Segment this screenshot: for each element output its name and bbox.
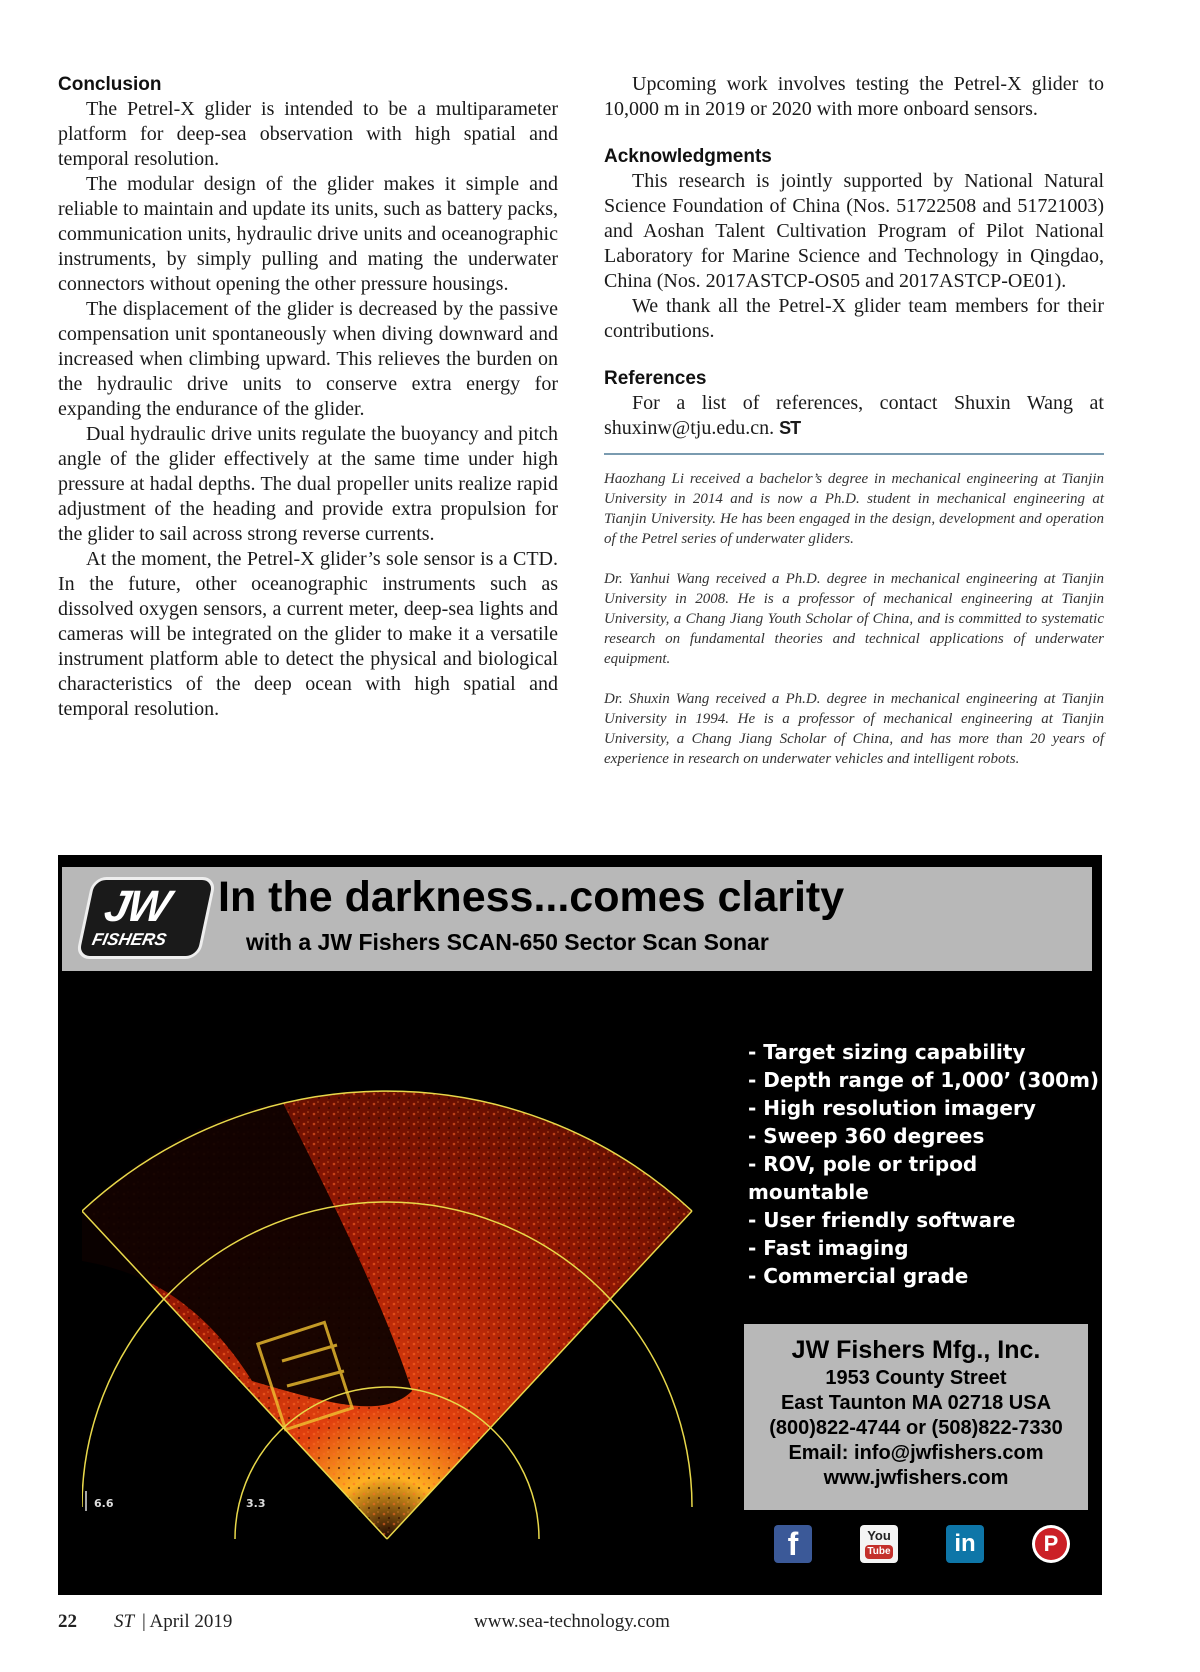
left-column [58,72,558,722]
sonar-image [82,1061,722,1541]
page-footer [58,1611,1102,1641]
feature-item: - Sweep 360 degrees [748,1124,985,1148]
references-heading: References [604,368,707,389]
acknowledgments-heading: Acknowledgments [604,146,772,167]
end-mark: ST [779,418,801,438]
website-url[interactable]: www.sea-technology.com [474,1611,670,1632]
references-text: For a list of references, contact Shuxin Wang at shuxinw@tju.edu.cn. [604,392,1104,439]
company-name: JW Fishers Mfg., Inc. [791,1336,1041,1364]
conclusion-paragraph: Dual hydraulic drive units regulate the buoyancy and pitch angle of the glider effectively at the same time under high pressure at hadal depths. The dual propeller units realize rapid adjustment of the heading and provide extra propulsion for the glider to sail across strong reverse currents. [58,423,558,545]
feature-item: - Target sizing capability [748,1040,1026,1064]
range-label-far: 6.6 [94,1497,114,1510]
city-address: East Taunton MA 02718 USA [780,1392,1052,1414]
ad-header [62,867,1092,971]
conclusion-heading: Conclusion [58,74,162,95]
email-address[interactable]: Email: info@jwfishers.com [788,1442,1044,1464]
feature-item: - ROV, pole or tripod mountable [748,1152,978,1204]
contact-box [744,1324,1088,1510]
references-paragraph [604,391,1104,441]
conclusion-paragraph: The modular design of the glider makes it simple and reliable to maintain and update its units, such as battery packs, communication units, hydraulic drive units and oceanographic instruments, by simply pulling and mating the underwater connectors without opening the other pressure housings. [58,173,558,295]
feature-item: - High resolution imagery [748,1096,1036,1120]
page-number: 22 [58,1611,77,1632]
phone-numbers: (800)822-4744 or (508)822-7330 [769,1417,1063,1439]
youtube-icon[interactable]: You Tube [860,1525,898,1563]
website-link[interactable]: www.jwfishers.com [823,1467,1009,1489]
acknowledgments-paragraph: We thank all the Petrel-X glider team members for their contributions. [604,295,1104,342]
pinterest-icon[interactable]: P [1032,1525,1070,1563]
author-bio: Dr. Shuxin Wang received a Ph.D. degree in mechanical engineering at Tianjin University in 1994. He is a professor of mechanical engineering at Tianjin University, a Chang Jiang Scholar of China, and has more than 20 years of experience in research on underwater vehicles and intelligent robots. [604,691,1104,767]
bio-divider [604,453,1104,455]
feature-item: - User friendly software [748,1208,1016,1232]
range-label-near: 3.3 [246,1497,266,1510]
feature-item: - Fast imaging [748,1236,909,1260]
upcoming-work-paragraph: Upcoming work involves testing the Petrel-X glider to 10,000 m in 2019 or 2020 with more onboard sensors. [604,73,1104,120]
conclusion-paragraph: At the moment, the Petrel-X glider’s sole sensor is a CTD. In the future, other oceanographic instruments such as dissolved oxygen sensors, a current meter, deep-sea lights and cameras will be integrated on the glider to make it a versatile instrument platform able to detect the physical and biological characteristics of the deep ocean with high spatial and temporal resolution. [58,548,558,720]
conclusion-paragraph: The Petrel-X glider is intended to be a multiparameter platform for deep-sea observation with high spatial and temporal resolution. [58,98,558,170]
acknowledgments-paragraph: This research is jointly supported by National Natural Science Foundation of China (Nos. 51722508 and 51721003) and Aoshan Talent Cultivation Program of Pilot National Laboratory for Marine Science and Technology in Qingdao, China (Nos. 2017ASTCP-OS05 and 2017ASTCP-OE01). [604,170,1104,292]
feature-list [748,1038,1102,1290]
author-bio: Haozhang Li received a bachelor’s degree in mechanical engineering at Tianjin University in 2014 and is now a Ph.D. student in mechanical engineering at Tianjin University. He has been engaged in the design, development and operation of the Petrel series of underwater gliders. [604,471,1104,547]
street-address: 1953 County Street [825,1367,1007,1389]
magazine-abbrev: ST [114,1611,135,1632]
issue-date: | April 2019 [142,1611,233,1632]
feature-item: - Commercial grade [748,1264,969,1288]
jw-fishers-logo [75,877,216,959]
feature-item: - Depth range of 1,000’ (300m) [748,1068,1100,1092]
logo-jw-text: JW [100,882,173,931]
author-bio: Dr. Yanhui Wang received a Ph.D. degree in mechanical engineering at Tianjin University in 2008. He is a professor of mechanical engineering at Tianjin University, a Chang Jiang Youth Scholar of China, and is committed to systematic research on fundamental theories and technical applications of underwater equipment. [604,571,1104,667]
right-column [604,72,1104,789]
facebook-icon[interactable]: f [774,1525,812,1563]
logo-fishers-text: FISHERS [90,930,169,949]
conclusion-paragraph: The displacement of the glider is decreased by the passive compensation unit spontaneously when diving downward and increased when climbing upward. This relieves the burden on the hydraulic drive units to conserve extra energy for expanding the endurance of the glider. [58,298,558,420]
social-icons [774,1525,1074,1565]
jw-fishers-advertisement [58,855,1102,1595]
linkedin-icon[interactable]: in [946,1525,984,1563]
ad-headline: In the darkness...comes clarity [218,873,845,921]
ad-subhead: with a JW Fishers SCAN-650 Sector Scan Sonar [246,929,769,955]
